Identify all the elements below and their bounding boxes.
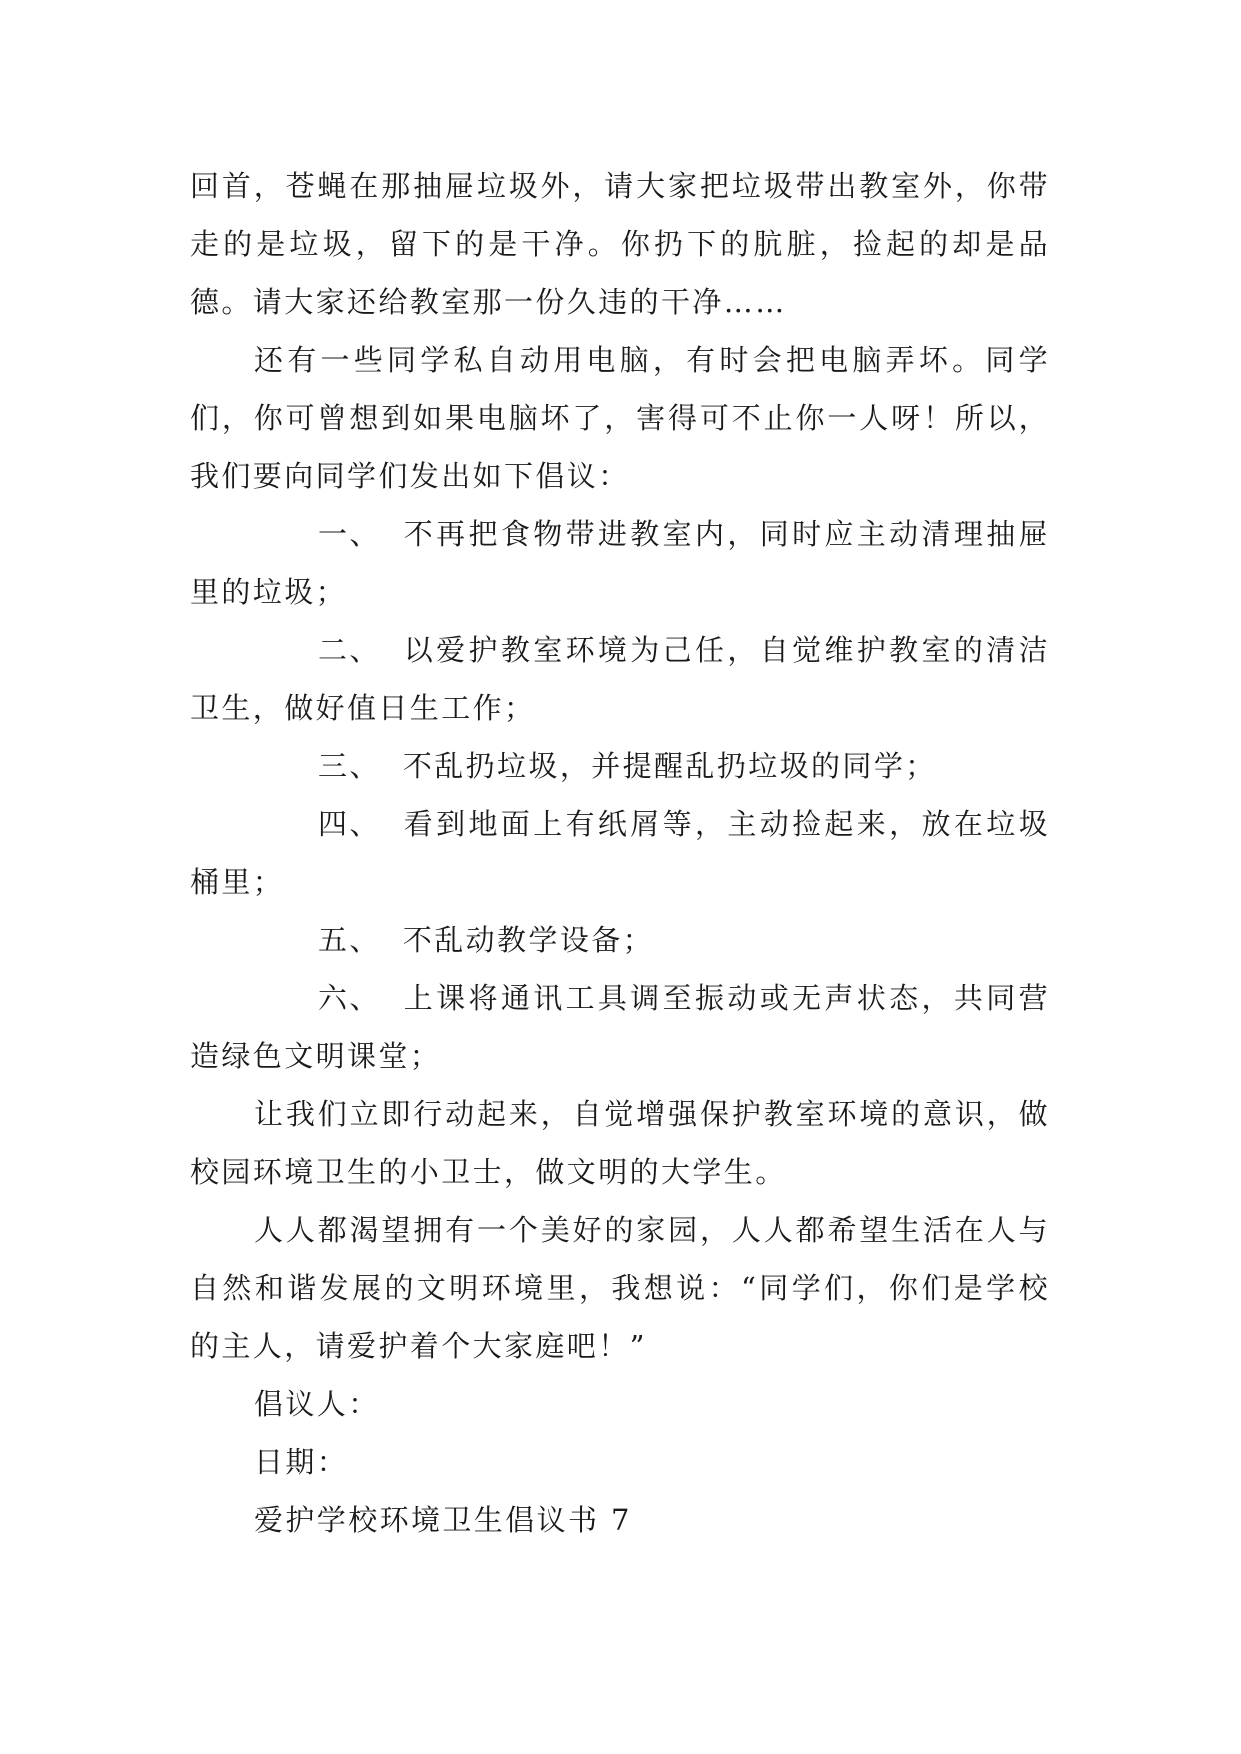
proposal-item-5	[190, 911, 1050, 969]
proposal-item-number: 三、	[318, 749, 381, 783]
paragraph-call-to-action: 让我们立即行动起来，自觉增强保护教室环境的意识，做校园环境卫生的小卫士，做文明的大学生。	[190, 1097, 1050, 1189]
paragraph-closing: 人人都渴望拥有一个美好的家园，人人都希望生活在人与自然和谐发展的文明环境里，我想说：“同学们，你们是学校的主人，请爱护着个大家庭吧！”	[190, 1213, 1050, 1363]
proposal-item-text: 看到地面上有纸屑等，主动捡起来，放在垃圾桶里；	[190, 807, 1050, 899]
proposal-item-6	[190, 969, 1050, 1085]
proposal-item-text: 不乱动教学设备；	[402, 923, 655, 957]
proposal-item-1	[190, 505, 1050, 621]
proposal-item-number: 四、	[318, 807, 381, 841]
proposal-item-text: 以爱护教室环境为己任，自觉维护教室的清洁卫生，做好值日生工作；	[190, 633, 1050, 725]
proposal-item-text: 上课将通讯工具调至振动或无声状态，共同营造绿色文明课堂；	[190, 981, 1050, 1073]
next-section-title: 爱护学校环境卫生倡议书 7	[254, 1503, 632, 1537]
proposal-item-number: 五、	[318, 923, 381, 957]
paragraph-computer: 还有一些同学私自动用电脑，有时会把电脑弄坏。同学们，你可曾想到如果电脑坏了，害得可不止你一人呀！所以，我们要向同学们发出如下倡议：	[190, 343, 1050, 493]
proposal-item-text: 不再把食物带进教室内，同时应主动清理抽屉里的垃圾；	[190, 517, 1050, 609]
proposal-item-number: 一、	[318, 517, 381, 551]
proposal-item-number: 六、	[318, 981, 381, 1015]
date-label: 日期：	[254, 1445, 349, 1479]
proposal-item-2	[190, 621, 1050, 737]
proposal-item-4	[190, 795, 1050, 911]
proposer-label: 倡议人：	[254, 1387, 380, 1421]
proposal-item-number: 二、	[318, 633, 381, 667]
document-body	[190, 157, 1050, 1549]
paragraph-intro: 回首，苍蝇在那抽屉垃圾外，请大家把垃圾带出教室外，你带走的是垃圾，留下的是干净。你扔下的肮脏，捡起的却是品德。请大家还给教室那一份久违的干净……	[190, 169, 1050, 319]
proposal-item-text: 不乱扔垃圾，并提醒乱扔垃圾的同学；	[402, 749, 937, 783]
proposal-item-3	[190, 737, 1050, 795]
